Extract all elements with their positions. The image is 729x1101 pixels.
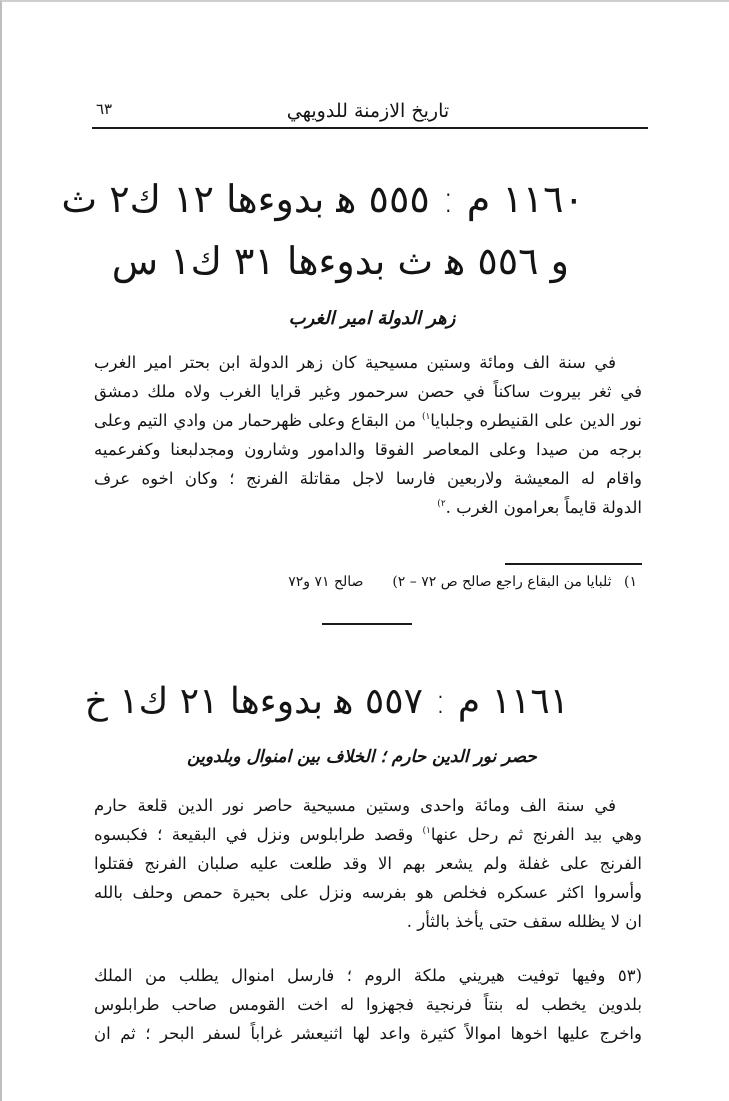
paragraph-line (94, 493, 642, 522)
paragraph-text: نور الدين على القنيطره وجلبايا (430, 411, 642, 430)
paragraph-text: وقصد طرابلوس ونزل في البقيعة ؛ فكبسوه (94, 825, 414, 844)
paragraph-line (94, 406, 642, 435)
footnote-rule (505, 563, 642, 565)
paragraph-line: ان لا يظلله سقف حتى يأخذ بالثأر . (406, 912, 642, 931)
footnote (137, 570, 637, 594)
footnote-number: ١) (624, 574, 637, 590)
footnote-marker[interactable]: ١) (422, 826, 431, 836)
footnote-text: صالح ٧١ و٧٢ (288, 574, 364, 590)
paragraph-line: الفرنج على غفلة ولم يشعر بهم الا وقد طلعت عليه صلبان الفرنج فقتلوا (94, 854, 642, 873)
paragraph-text: الدولة قايماً بعرامون الغرب . (445, 498, 642, 517)
page-number: ٦٣ (96, 100, 113, 118)
paragraph-text: وهي بيد الفرنج ثم رحل عنها (430, 825, 642, 844)
running-header (94, 98, 642, 124)
paragraph-line: برجه من صيدا وعلى المعاصر الفوقا والدامور وشارون ومجدلبعنا وكفرعميه (94, 440, 642, 459)
paragraph-text: من البقاع وعلى ظهرحمار من وادي التيم وعلى (94, 411, 417, 430)
header-rule (92, 127, 648, 129)
paragraph-line: (٥٣ وفيها توفيت هيريني ملكة الروم ؛ فارسل امنوال يطلب من الملك (94, 966, 642, 985)
footnote-text: ثلبايا من البقاع راجع صالح ص ٧٢ – (409, 574, 612, 590)
footnote-marker[interactable]: ١) (421, 412, 431, 422)
section-divider (322, 623, 412, 625)
entry-1160-date-line-2: و ٥٥٦ ﻫ ث بدوءها ٣١ ك١ س (111, 239, 569, 283)
footnote-marker[interactable]: ٢) (437, 499, 446, 509)
paragraph-line: في ثغر بيروت ساكناً في حصن سرحمور وغير قرايا الغرب ولاه ملك دمشق (94, 382, 642, 401)
footnote-number: ٢) (392, 574, 406, 590)
entry-1161-paragraph-2 (94, 961, 642, 1048)
entry-1160-date-line-1: ١١٦٠ م : ٥٥٥ ﻫ بدوءها ١٢ ك٢ ث (61, 177, 584, 221)
entry-1160-paragraph (94, 348, 642, 522)
entry-1161-subheading: حصر نور الدين حارم ؛ الخلاف بين امنوال وبلدوين (187, 747, 537, 767)
running-title: تاريخ الازمنة للدويهي (286, 100, 450, 122)
paragraph-line: واقام له المعيشة ولاربعين فارسا لاجل مقاتلة الفرنج ؛ وكان اخوه عرف (94, 469, 642, 488)
paragraph-line: وأسروا اكثر عسكره فخلص هو بفرسه ونزل على بحيرة حمص وحلف بالله (94, 883, 642, 902)
paragraph-line: واخرج عليها اخوها اموالاً كثيرة واعد لها اثنيعشر غراباً لسفر البحر ؛ ثم ان (94, 1024, 642, 1043)
entry-1160-subheading: زهر الدولة امير الغرب (288, 308, 456, 329)
paragraph-line (94, 820, 642, 849)
entry-1161-paragraph (94, 791, 642, 936)
paragraph-line: في سنة الف ومائة واحدى وستين مسيحية حاصر نور الدين قلعة حارم (94, 796, 616, 815)
entry-1161-date-line: ١١٦١ م : ٥٥٧ ﻫ بدوءها ٢١ ك١ خ (84, 681, 569, 722)
paragraph-line: في سنة الف ومائة وستين مسيحية كان زهر الدولة ابن بحتر امير الغرب (94, 353, 616, 372)
paragraph-line: بلدوين يخطب له بنتاً فرنجية فجهزوا له اخت القومس صاحب طرابلوس (94, 995, 642, 1014)
